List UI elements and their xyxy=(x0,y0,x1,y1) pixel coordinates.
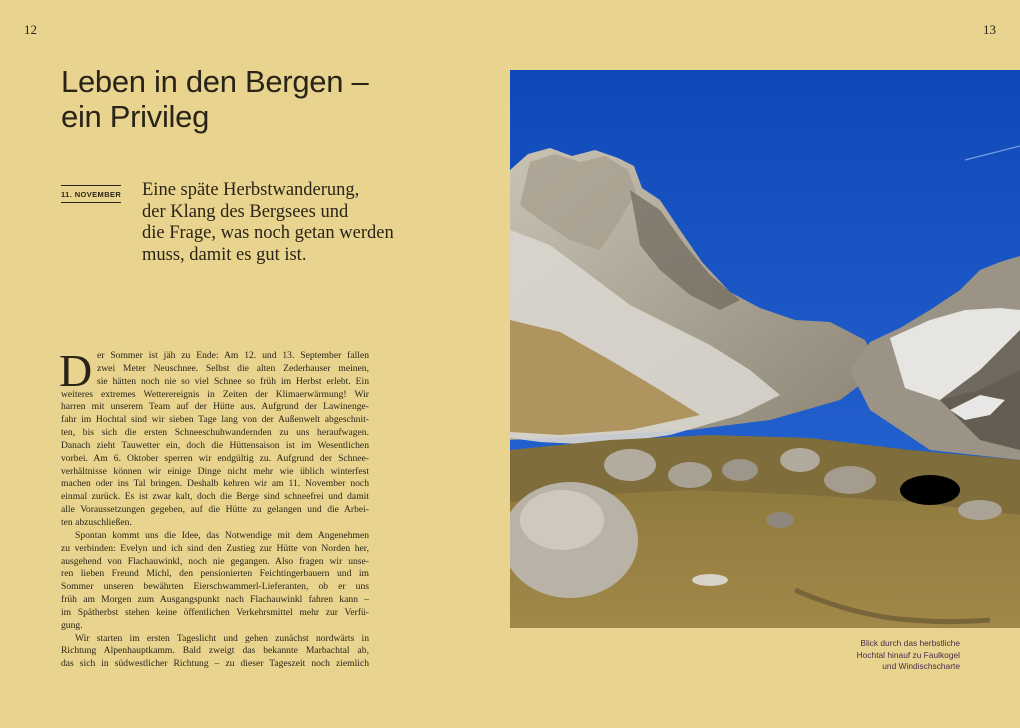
body-line: früh am Morgen zum Ausgangspunkt nach Flachauwinkl fahren kann – xyxy=(61,594,369,606)
chapter-title-line: Leben in den Bergen – xyxy=(61,64,369,99)
page-number-right: 13 xyxy=(983,22,996,37)
body-line: ren lieben Freund Michl, den pensionierten Feichtingerbauern und im xyxy=(61,568,369,580)
body-text xyxy=(59,345,369,671)
body-line: Spontan kommt uns die Idee, das Notwendige mit dem Angenehmen xyxy=(75,529,369,541)
body-line: Wir starten im ersten Tageslicht und gehen zunächst nordwärts in xyxy=(75,632,369,644)
body-line: ausgehend von Flachauwinkl, noch nie gegangen. Also fragen wir unse- xyxy=(61,555,369,567)
chapter-title xyxy=(61,64,481,134)
body-line: gung. xyxy=(61,619,83,631)
chapter-title-line: ein Privileg xyxy=(61,99,210,134)
body-line: alle Voraussetzungen gegeben, auf die Hütte zu gelangen und die Arbei- xyxy=(61,504,369,516)
body-line: Sommer unseren bewährten Eierschwammerl-Lieferanten, ob er uns xyxy=(61,581,369,593)
body-line: weiteres extremes Wetterereignis in Zeiten der Klimaerwärmung! Wir xyxy=(61,388,369,400)
body-line: zu verbinden: Evelyn und ich sind den Zustieg zur Hütte von Norden her, xyxy=(61,542,369,554)
caption-line: Hochtal hinauf zu Faulkogel xyxy=(856,649,960,660)
photo-caption xyxy=(820,638,960,673)
body-line: vorbei. Am 6. Oktober sperren wir endgültig zu. Aufgrund der Schnee- xyxy=(61,452,369,464)
body-line: fahr im Hochtal sind wir sieben Tage lang von der Außenwelt abgeschnit- xyxy=(61,414,369,426)
lead-line: der Klang des Bergsees und xyxy=(142,201,349,222)
body-line: im Spätherbst stehen keine öffentlichen Verkehrsmittel mehr zur Verfü- xyxy=(61,606,369,618)
body-line: Richtung Alpenhauptkamm. Bald zweigt das bekannte Marbachtal ab, xyxy=(61,645,369,657)
caption-line: Blick durch das herbstliche xyxy=(860,638,960,648)
drop-cap: D xyxy=(59,345,93,396)
mountain-photo xyxy=(510,70,1020,628)
caption-line: und Windischscharte xyxy=(882,661,960,672)
body-line: ten abzuschließen. xyxy=(61,516,132,528)
lead-line: muss, damit es gut ist. xyxy=(142,244,307,265)
body-line: sie hätten noch nie so viel Schnee so früh im Herbst erlebt. Ein xyxy=(97,375,369,387)
date-tag: 11. NOVEMBER xyxy=(61,185,121,203)
body-line: das sich in südwestlicher Richtung – zu dieser Tageszeit noch ziemlich xyxy=(61,658,369,670)
lead-line: die Frage, was noch getan werden xyxy=(142,223,394,243)
lead-line: Eine späte Herbstwanderung, xyxy=(142,180,360,200)
body-line: ten, bis sich die ersten Schneeschuhwandernden zu uns heraufwagen. xyxy=(61,427,369,439)
body-line: Danach zieht Tauwetter ein, doch die Hüttensaison ist im Wesentlichen xyxy=(61,439,369,451)
mountain-landscape-image xyxy=(510,70,1020,628)
lead-paragraph xyxy=(142,180,442,266)
body-line: verhältnisse können wir einige Dinge nicht mehr wie üblich winterfest xyxy=(61,465,369,477)
body-line: machen oder ins Tal bringen. Deshalb kehren wir am 11. November noch xyxy=(61,478,369,490)
body-line: harren mit unserem Team auf der Hütte aus. Aufgrund der Lawinenge- xyxy=(61,401,369,413)
body-line: zwei Meter Neuschnee. Selbst die alten Zederhauser meinen, xyxy=(97,362,369,374)
page-number-left: 12 xyxy=(24,22,37,37)
body-line: er Sommer ist jäh zu Ende: Am 12. und 13. September fallen xyxy=(97,350,369,361)
body-line: einmal zurück. Es ist zwar kalt, doch die Berge sind schneefrei und damit xyxy=(61,491,369,503)
